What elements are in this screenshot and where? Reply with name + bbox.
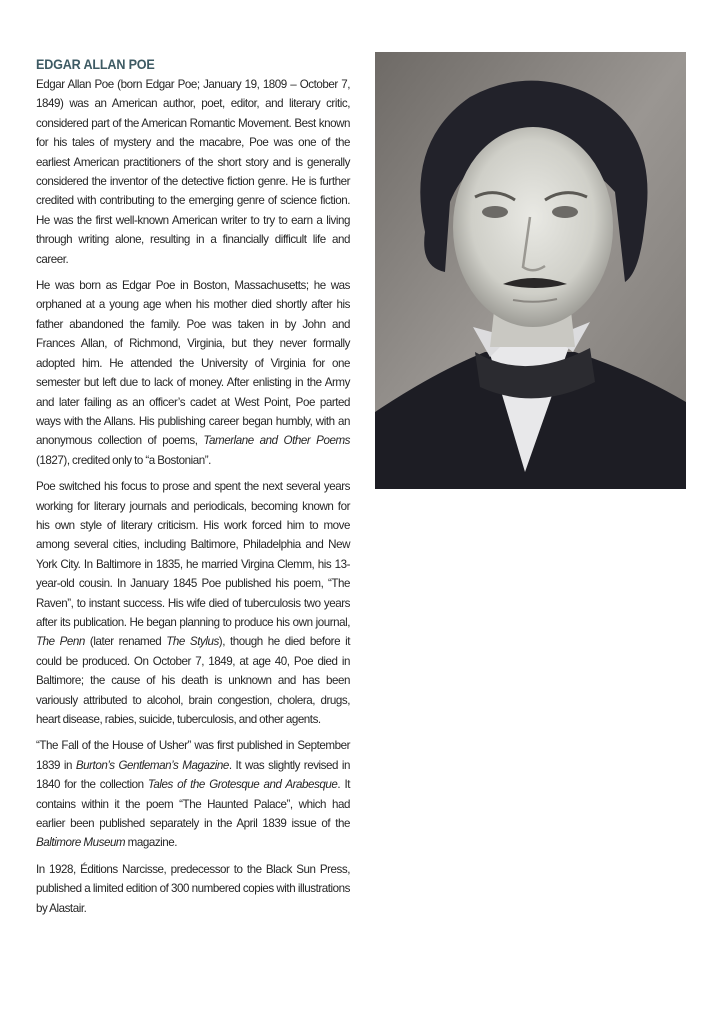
text: (later renamed: [84, 635, 167, 649]
paragraph-career: [36, 477, 350, 729]
paragraph-edition: In 1928, Éditions Narcisse, predecessor to the Black Sun Press, published a limited edition of 300 numbered copies with illustrations by Alastair.: [36, 862, 350, 915]
text: . It contains within it the poem “The Haunted Palace”, which had earlier been published separately in the April 1839 issue of the: [36, 778, 350, 831]
portrait-photo: [375, 52, 686, 489]
text: Poe switched his focus to prose and spent the next several years working for literary journals and periodicals, becoming known for his own style of literary criticism. His work forced him to move among several cities, including Baltimore, Philadelphia and New York City. In Baltimore in 1835, he married Virgina Clemm, his 13-year-old cousin. In January 1845 Poe published his poem, “The Raven”, to instant success. His wife died of tuberculosis two years after its publication. He began planning to produce his own journal,: [36, 480, 350, 629]
magazine-title: Burton’s Gentleman’s Magazine: [75, 758, 229, 772]
right-eye: [552, 206, 578, 218]
text: He was born as Edgar Poe in Boston, Massachusetts; he was orphaned at a young age when his mother died shortly after his father abandoned the family. Poe was taken in by John and Frances Allan, of Richmond, Virginia, but they never formally adopted him. He attended the University of Virginia for one semester but left due to lack of money. After enlisting in the Army and later failing as an officer’s cadet at West Point, Poe parted ways with the Allans. His publishing career began humbly, with an anonymous collection of poems,: [36, 279, 350, 448]
book-title: Tamerlane and Other Poems: [203, 434, 350, 448]
text: “The Fall of the House of Usher” was first published in September 1839 in: [36, 739, 350, 772]
article-title: EDGAR ALLAN POE: [36, 56, 155, 72]
article: [36, 54, 350, 925]
journal-title: The Stylus: [166, 635, 219, 649]
left-eye: [482, 206, 508, 218]
journal-title: The Penn: [36, 635, 85, 649]
paragraph-intro: Edgar Allan Poe (born Edgar Poe; January 19, 1809 – October 7, 1849) was an American author, poet, editor, and literary critic, considered part of the American Romantic Movement. Best known for his tales of mystery and the macabre, Poe was one of the earliest American practitioners of the short story and is generally considered the inventor of the detective fiction genre. He is further credited with contributing to the emerging genre of science fiction. He was the first well-known American writer to try to earn a living through writing alone, resulting in a financially difficult life and career.: [36, 78, 350, 266]
portrait-illustration: [375, 52, 686, 489]
face: [453, 127, 613, 327]
text: magazine.: [125, 836, 178, 850]
magazine-title: Baltimore Museum: [36, 836, 126, 850]
paragraph-usher: [36, 736, 350, 852]
text: . It was slightly revised in 1840 for the collection: [36, 758, 351, 792]
text: ), though he died before it could be produced. On October 7, 1849, at age 40, Poe died in Baltimore; the cause of his death is unknown and has been variously attributed to alcohol, brain congestion, cholera, drugs, heart disease, rabies, suicide, tuberculosis, and other agents.: [36, 635, 350, 726]
collection-title: Tales of the Grotesque and Arabesque: [147, 778, 338, 792]
paragraph-early-life: [36, 276, 350, 470]
text: (1827), credited only to “a Bostonian”.: [36, 453, 211, 467]
